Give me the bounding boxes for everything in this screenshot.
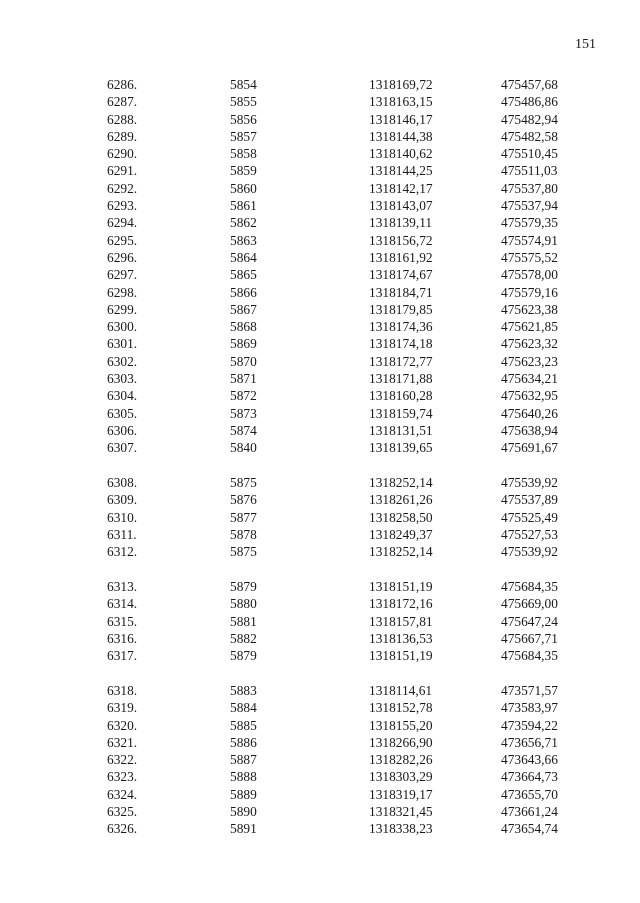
y-coordinate-cell: 475684,35: [501, 579, 558, 595]
x-coordinate-cell: 1318161,92: [369, 249, 433, 265]
table-row: [0, 768, 640, 785]
x-coordinate-cell: 1318172,16: [369, 596, 433, 612]
point-id-cell: 5860: [230, 180, 257, 196]
point-id-cell: 5866: [230, 284, 257, 300]
table-row: [0, 734, 640, 751]
row-number-cell: 6290.: [107, 146, 138, 162]
y-coordinate-cell: 473661,24: [501, 804, 558, 820]
x-coordinate-cell: 1318338,23: [369, 821, 433, 837]
y-coordinate-cell: 475510,45: [501, 146, 558, 162]
y-coordinate-cell: 475537,94: [501, 198, 558, 214]
table-row: [0, 180, 640, 197]
point-id-cell: 5867: [230, 301, 257, 317]
row-number-cell: 6298.: [107, 284, 138, 300]
table-row: [0, 439, 640, 456]
y-coordinate-cell: 475511,03: [501, 163, 558, 179]
point-id-cell: 5869: [230, 336, 257, 352]
y-coordinate-cell: 473643,66: [501, 752, 558, 768]
x-coordinate-cell: 1318152,78: [369, 700, 433, 716]
point-id-cell: 5879: [230, 648, 257, 664]
row-number-cell: 6302.: [107, 353, 138, 369]
table-row: [0, 682, 640, 699]
y-coordinate-cell: 475537,80: [501, 180, 558, 196]
row-number-cell: 6309.: [107, 492, 138, 508]
x-coordinate-cell: 1318160,28: [369, 388, 433, 404]
table-row: [0, 474, 640, 491]
x-coordinate-cell: 1318139,65: [369, 440, 433, 456]
row-number-cell: 6323.: [107, 769, 138, 785]
point-id-cell: 5859: [230, 163, 257, 179]
x-coordinate-cell: 1318252,14: [369, 544, 433, 560]
point-id-cell: 5874: [230, 422, 257, 438]
row-number-cell: 6299.: [107, 301, 138, 317]
x-coordinate-cell: 1318146,17: [369, 111, 433, 127]
point-id-cell: 5865: [230, 267, 257, 283]
x-coordinate-cell: 1318163,15: [369, 94, 433, 110]
row-number-cell: 6318.: [107, 683, 138, 698]
y-coordinate-cell: 475574,91: [501, 232, 558, 248]
row-number-cell: 6321.: [107, 734, 138, 750]
x-coordinate-cell: 1318156,72: [369, 232, 433, 248]
table-row: [0, 578, 640, 595]
row-number-cell: 6305.: [107, 405, 138, 421]
point-id-cell: 5856: [230, 111, 257, 127]
table-row: [0, 387, 640, 404]
y-coordinate-cell: 475486,86: [501, 94, 558, 110]
row-number-cell: 6286.: [107, 77, 138, 92]
point-id-cell: 5868: [230, 319, 257, 335]
table-row: [0, 370, 640, 387]
x-coordinate-cell: 1318151,19: [369, 648, 433, 664]
table-row: [0, 405, 640, 422]
table-row: [0, 232, 640, 249]
point-id-cell: 5887: [230, 752, 257, 768]
y-coordinate-cell: 475575,52: [501, 249, 558, 265]
table-row: [0, 803, 640, 820]
point-id-cell: 5858: [230, 146, 257, 162]
page-number: 151: [575, 37, 596, 52]
row-number-cell: 6308.: [107, 475, 138, 491]
point-id-cell: 5888: [230, 769, 257, 785]
table-row: [0, 543, 640, 560]
y-coordinate-cell: 475457,68: [501, 77, 558, 92]
x-coordinate-cell: 1318144,25: [369, 163, 433, 179]
y-coordinate-cell: 475579,16: [501, 284, 558, 300]
point-id-cell: 5884: [230, 700, 257, 716]
x-coordinate-cell: 1318143,07: [369, 198, 433, 214]
point-id-cell: 5862: [230, 215, 257, 231]
point-id-cell: 5870: [230, 353, 257, 369]
row-number-cell: 6315.: [107, 613, 138, 629]
x-coordinate-cell: 1318184,71: [369, 284, 433, 300]
point-id-cell: 5872: [230, 388, 257, 404]
row-number-cell: 6293.: [107, 198, 138, 214]
y-coordinate-cell: 475638,94: [501, 422, 558, 438]
x-coordinate-cell: 1318169,72: [369, 77, 433, 92]
table-row: [0, 76, 640, 93]
table-row: [0, 509, 640, 526]
point-id-cell: 5883: [230, 683, 257, 698]
table-row: [0, 353, 640, 370]
row-number-cell: 6307.: [107, 440, 138, 456]
row-number-cell: 6317.: [107, 648, 138, 664]
x-coordinate-cell: 1318136,53: [369, 630, 433, 646]
y-coordinate-cell: 475623,23: [501, 353, 558, 369]
row-number-cell: 6306.: [107, 422, 138, 438]
x-coordinate-cell: 1318114,61: [369, 683, 433, 698]
x-coordinate-cell: 1318142,17: [369, 180, 433, 196]
table-row: [0, 249, 640, 266]
y-coordinate-cell: 475537,89: [501, 492, 558, 508]
table-group: [0, 76, 640, 457]
x-coordinate-cell: 1318261,26: [369, 492, 433, 508]
row-number-cell: 6310.: [107, 509, 138, 525]
row-number-cell: 6304.: [107, 388, 138, 404]
x-coordinate-cell: 1318172,77: [369, 353, 433, 369]
point-id-cell: 5881: [230, 613, 257, 629]
row-number-cell: 6325.: [107, 804, 138, 820]
y-coordinate-cell: 473583,97: [501, 700, 558, 716]
row-number-cell: 6316.: [107, 630, 138, 646]
table-row: [0, 111, 640, 128]
row-number-cell: 6319.: [107, 700, 138, 716]
x-coordinate-cell: 1318139,11: [369, 215, 433, 231]
row-number-cell: 6300.: [107, 319, 138, 335]
table-row: [0, 214, 640, 231]
y-coordinate-cell: 475647,24: [501, 613, 558, 629]
y-coordinate-cell: 475623,32: [501, 336, 558, 352]
point-id-cell: 5891: [230, 821, 257, 837]
y-coordinate-cell: 475691,67: [501, 440, 558, 456]
table-row: [0, 197, 640, 214]
x-coordinate-cell: 1318282,26: [369, 752, 433, 768]
point-id-cell: 5879: [230, 579, 257, 595]
y-coordinate-cell: 475667,71: [501, 630, 558, 646]
table-row: [0, 699, 640, 716]
row-number-cell: 6295.: [107, 232, 138, 248]
table-row: [0, 647, 640, 664]
x-coordinate-cell: 1318157,81: [369, 613, 433, 629]
table-row: [0, 422, 640, 439]
y-coordinate-cell: 475539,92: [501, 475, 558, 491]
table-row: [0, 162, 640, 179]
x-coordinate-cell: 1318131,51: [369, 422, 433, 438]
table-row: [0, 128, 640, 145]
table-row: [0, 145, 640, 162]
y-coordinate-cell: 475684,35: [501, 648, 558, 664]
coordinates-table: [0, 76, 640, 855]
row-number-cell: 6312.: [107, 544, 138, 560]
y-coordinate-cell: 475640,26: [501, 405, 558, 421]
row-number-cell: 6297.: [107, 267, 138, 283]
point-id-cell: 5882: [230, 630, 257, 646]
x-coordinate-cell: 1318140,62: [369, 146, 433, 162]
point-id-cell: 5889: [230, 786, 257, 802]
row-number-cell: 6294.: [107, 215, 138, 231]
point-id-cell: 5878: [230, 526, 257, 542]
y-coordinate-cell: 475669,00: [501, 596, 558, 612]
point-id-cell: 5871: [230, 371, 257, 387]
y-coordinate-cell: 475482,94: [501, 111, 558, 127]
y-coordinate-cell: 475621,85: [501, 319, 558, 335]
point-id-cell: 5863: [230, 232, 257, 248]
y-coordinate-cell: 473594,22: [501, 717, 558, 733]
point-id-cell: 5854: [230, 77, 257, 92]
y-coordinate-cell: 475539,92: [501, 544, 558, 560]
table-row: [0, 717, 640, 734]
x-coordinate-cell: 1318171,88: [369, 371, 433, 387]
y-coordinate-cell: 473571,57: [501, 683, 558, 698]
table-row: [0, 93, 640, 110]
x-coordinate-cell: 1318151,19: [369, 579, 433, 595]
table-row: [0, 266, 640, 283]
table-row: [0, 491, 640, 508]
point-id-cell: 5886: [230, 734, 257, 750]
x-coordinate-cell: 1318174,36: [369, 319, 433, 335]
y-coordinate-cell: 473664,73: [501, 769, 558, 785]
x-coordinate-cell: 1318159,74: [369, 405, 433, 421]
table-row: [0, 318, 640, 335]
x-coordinate-cell: 1318174,18: [369, 336, 433, 352]
x-coordinate-cell: 1318179,85: [369, 301, 433, 317]
x-coordinate-cell: 1318155,20: [369, 717, 433, 733]
y-coordinate-cell: 473654,74: [501, 821, 558, 837]
x-coordinate-cell: 1318249,37: [369, 526, 433, 542]
table-group: [0, 474, 640, 560]
x-coordinate-cell: 1318321,45: [369, 804, 433, 820]
point-id-cell: 5857: [230, 128, 257, 144]
y-coordinate-cell: 473655,70: [501, 786, 558, 802]
table-row: [0, 820, 640, 837]
row-number-cell: 6296.: [107, 249, 138, 265]
table-row: [0, 284, 640, 301]
y-coordinate-cell: 475623,38: [501, 301, 558, 317]
table-row: [0, 786, 640, 803]
x-coordinate-cell: 1318144,38: [369, 128, 433, 144]
row-number-cell: 6311.: [107, 526, 137, 542]
point-id-cell: 5840: [230, 440, 257, 456]
row-number-cell: 6324.: [107, 786, 138, 802]
y-coordinate-cell: 475482,58: [501, 128, 558, 144]
y-coordinate-cell: 475527,53: [501, 526, 558, 542]
y-coordinate-cell: 475525,49: [501, 509, 558, 525]
point-id-cell: 5873: [230, 405, 257, 421]
x-coordinate-cell: 1318319,17: [369, 786, 433, 802]
y-coordinate-cell: 475634,21: [501, 371, 558, 387]
point-id-cell: 5864: [230, 249, 257, 265]
row-number-cell: 6314.: [107, 596, 138, 612]
table-row: [0, 335, 640, 352]
table-row: [0, 526, 640, 543]
point-id-cell: 5875: [230, 544, 257, 560]
row-number-cell: 6322.: [107, 752, 138, 768]
point-id-cell: 5861: [230, 198, 257, 214]
x-coordinate-cell: 1318174,67: [369, 267, 433, 283]
point-id-cell: 5890: [230, 804, 257, 820]
x-coordinate-cell: 1318266,90: [369, 734, 433, 750]
y-coordinate-cell: 475579,35: [501, 215, 558, 231]
x-coordinate-cell: 1318252,14: [369, 475, 433, 491]
table-group: [0, 682, 640, 838]
point-id-cell: 5875: [230, 475, 257, 491]
row-number-cell: 6320.: [107, 717, 138, 733]
table-row: [0, 595, 640, 612]
point-id-cell: 5885: [230, 717, 257, 733]
row-number-cell: 6326.: [107, 821, 138, 837]
x-coordinate-cell: 1318303,29: [369, 769, 433, 785]
x-coordinate-cell: 1318258,50: [369, 509, 433, 525]
point-id-cell: 5880: [230, 596, 257, 612]
table-row: [0, 613, 640, 630]
point-id-cell: 5876: [230, 492, 257, 508]
y-coordinate-cell: 475632,95: [501, 388, 558, 404]
row-number-cell: 6301.: [107, 336, 138, 352]
table-group: [0, 578, 640, 664]
point-id-cell: 5855: [230, 94, 257, 110]
table-row: [0, 751, 640, 768]
table-row: [0, 630, 640, 647]
y-coordinate-cell: 473656,71: [501, 734, 558, 750]
row-number-cell: 6287.: [107, 94, 138, 110]
row-number-cell: 6289.: [107, 128, 138, 144]
point-id-cell: 5877: [230, 509, 257, 525]
row-number-cell: 6291.: [107, 163, 138, 179]
row-number-cell: 6303.: [107, 371, 138, 387]
y-coordinate-cell: 475578,00: [501, 267, 558, 283]
table-row: [0, 301, 640, 318]
row-number-cell: 6292.: [107, 180, 138, 196]
row-number-cell: 6313.: [107, 579, 138, 595]
row-number-cell: 6288.: [107, 111, 138, 127]
